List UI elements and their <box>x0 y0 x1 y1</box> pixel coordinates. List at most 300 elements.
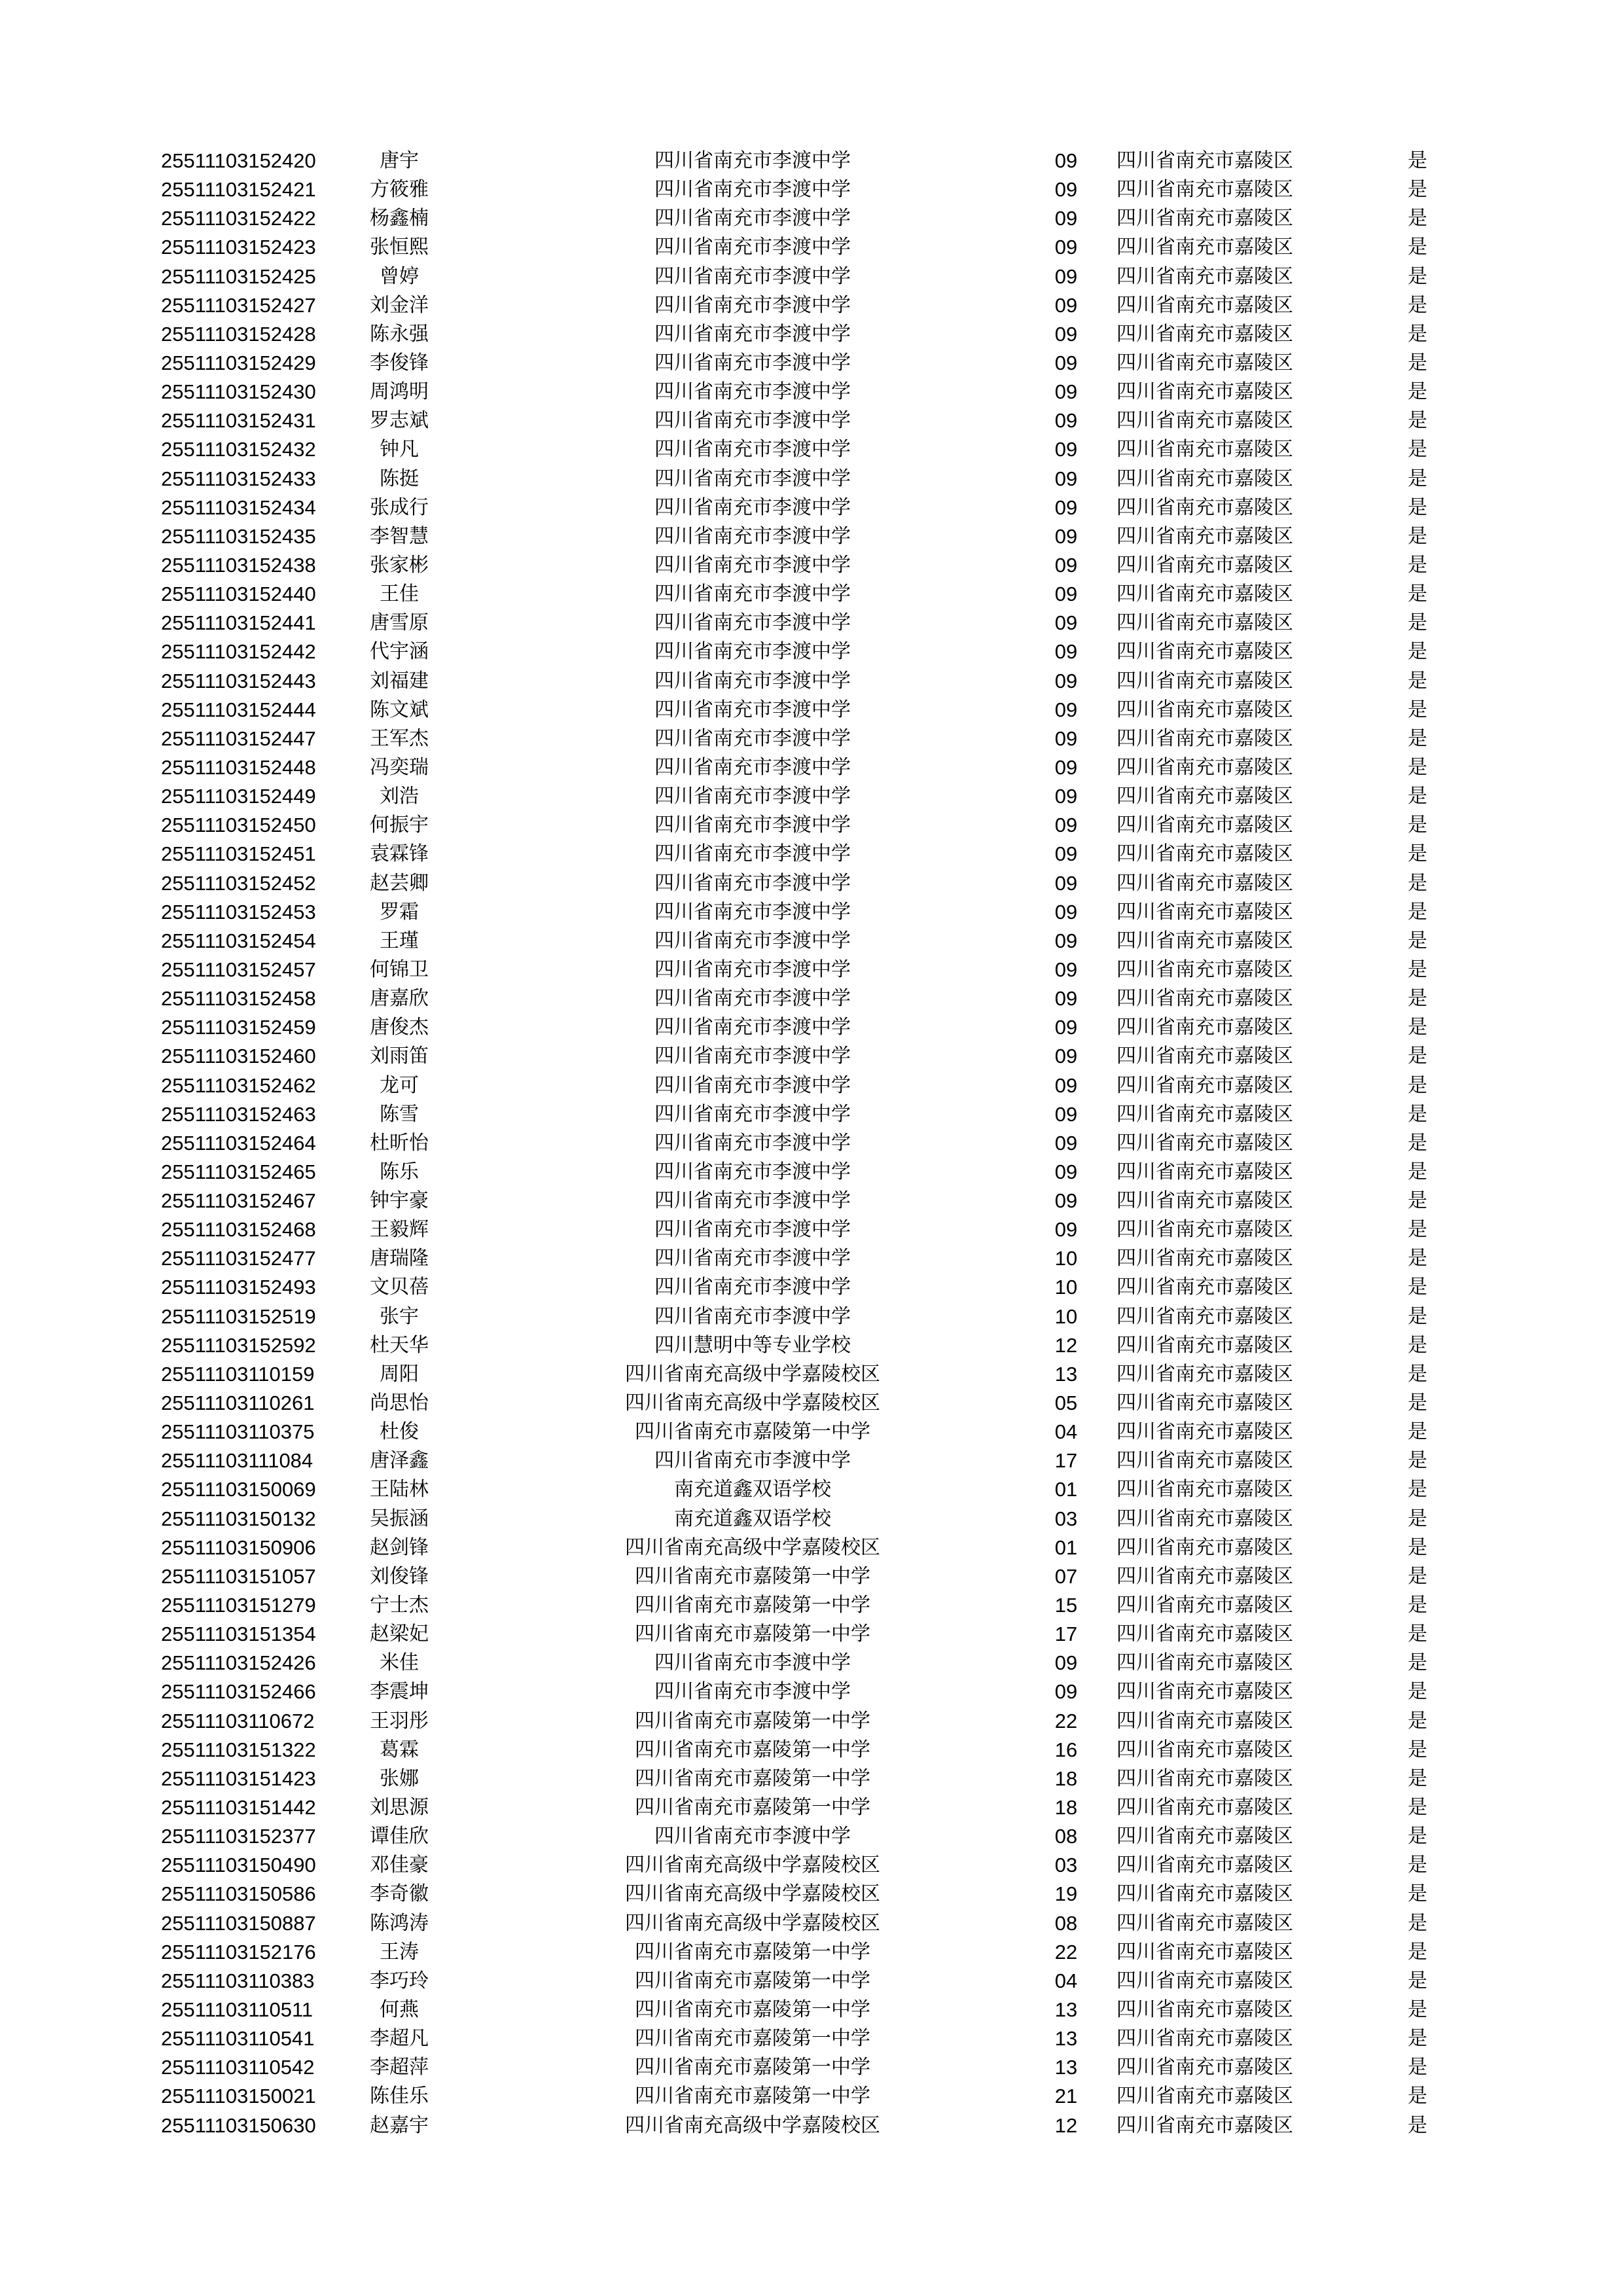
class-number: 09 <box>1054 1045 1078 1068</box>
student-id: 25511103150586 <box>161 1882 316 1906</box>
status-flag: 是 <box>1408 958 1427 981</box>
table-row <box>161 580 1444 609</box>
student-id: 25511103150021 <box>161 2085 316 2108</box>
student-name: 何燕 <box>380 1998 419 2021</box>
school-name: 四川省南充市李渡中学 <box>654 524 851 548</box>
district: 四川省南充市嘉陵区 <box>1116 264 1293 288</box>
district: 四川省南充市嘉陵区 <box>1116 1998 1293 2021</box>
status-flag: 是 <box>1408 2113 1427 2137</box>
status-flag: 是 <box>1408 1189 1427 1213</box>
table-row <box>161 1042 1444 1071</box>
table-row <box>161 1880 1444 1909</box>
district: 四川省南充市嘉陵区 <box>1116 1882 1293 1906</box>
student-name: 王毅辉 <box>370 1218 429 1242</box>
student-name: 刘俊锋 <box>370 1564 429 1588</box>
district: 四川省南充市嘉陵区 <box>1116 987 1293 1011</box>
status-flag: 是 <box>1408 1854 1427 1877</box>
school-name: 四川省南充市李渡中学 <box>654 669 851 692</box>
student-name: 罗霜 <box>380 900 419 924</box>
table-row <box>161 1331 1444 1360</box>
status-flag: 是 <box>1408 1160 1427 1183</box>
student-name: 吴振涵 <box>370 1507 429 1530</box>
school-name: 四川省南充市嘉陵第一中学 <box>635 1767 870 1790</box>
status-flag: 是 <box>1408 611 1427 635</box>
district: 四川省南充市嘉陵区 <box>1116 351 1293 374</box>
student-name: 刘福建 <box>370 669 429 692</box>
student-name: 文贝蓓 <box>370 1276 429 1299</box>
district: 四川省南充市嘉陵区 <box>1116 698 1293 721</box>
school-name: 四川省南充市李渡中学 <box>654 814 851 837</box>
student-id: 25511103151442 <box>161 1796 316 1820</box>
table-row <box>161 2082 1444 2111</box>
student-name: 钟凡 <box>380 438 419 461</box>
class-number: 09 <box>1054 1073 1078 1097</box>
student-name: 张娜 <box>380 1767 419 1790</box>
table-row <box>161 147 1444 175</box>
student-id: 25511103152430 <box>161 380 316 404</box>
table-row <box>161 1187 1444 1215</box>
school-name: 四川省南充市李渡中学 <box>654 1449 851 1473</box>
class-number: 22 <box>1054 1940 1078 1964</box>
table-row <box>161 1013 1444 1042</box>
class-number: 01 <box>1054 1535 1078 1559</box>
student-name: 王陆林 <box>370 1478 429 1501</box>
student-id: 25511103110159 <box>161 1362 315 1386</box>
student-id: 25511103152435 <box>161 524 316 548</box>
student-name: 杜俊 <box>380 1420 419 1444</box>
school-name: 四川省南充市李渡中学 <box>654 553 851 577</box>
table-row <box>161 233 1444 262</box>
district: 四川省南充市嘉陵区 <box>1116 1507 1293 1530</box>
student-name: 王军杰 <box>370 726 429 750</box>
student-name: 李超凡 <box>370 2027 429 2051</box>
student-id: 25511103152451 <box>161 842 316 866</box>
table-row <box>161 1851 1444 1880</box>
district: 四川省南充市嘉陵区 <box>1116 1738 1293 1761</box>
status-flag: 是 <box>1408 1651 1427 1675</box>
school-name: 四川省南充高级中学嘉陵校区 <box>625 1911 880 1935</box>
student-name: 冯奕瑞 <box>370 755 429 779</box>
district: 四川省南充市嘉陵区 <box>1116 1362 1293 1386</box>
status-flag: 是 <box>1408 1247 1427 1270</box>
status-flag: 是 <box>1408 1478 1427 1501</box>
district: 四川省南充市嘉陵区 <box>1116 1564 1293 1588</box>
school-name: 四川省南充高级中学嘉陵校区 <box>625 1535 880 1559</box>
student-name: 邓佳豪 <box>370 1854 429 1877</box>
student-id: 25511103152431 <box>161 409 316 433</box>
class-number: 09 <box>1054 293 1078 317</box>
school-name: 四川省南充市嘉陵第一中学 <box>635 2027 870 2051</box>
status-flag: 是 <box>1408 1940 1427 1964</box>
table-row <box>161 840 1444 869</box>
school-name: 四川省南充市李渡中学 <box>654 900 851 924</box>
student-id: 25511103152458 <box>161 987 316 1011</box>
student-id: 25511103152592 <box>161 1333 316 1357</box>
class-number: 09 <box>1054 495 1078 519</box>
status-flag: 是 <box>1408 1362 1427 1386</box>
district: 四川省南充市嘉陵区 <box>1116 553 1293 577</box>
class-number: 18 <box>1054 1767 1078 1790</box>
school-name: 四川省南充市嘉陵第一中学 <box>635 1738 870 1761</box>
class-number: 09 <box>1054 1218 1078 1242</box>
school-name: 四川慧明中等专业学校 <box>654 1333 851 1357</box>
school-name: 四川省南充市李渡中学 <box>654 698 851 721</box>
district: 四川省南充市嘉陵区 <box>1116 178 1293 202</box>
school-name: 四川省南充市李渡中学 <box>654 755 851 779</box>
table-row <box>161 898 1444 927</box>
status-flag: 是 <box>1408 1073 1427 1097</box>
school-name: 四川省南充市李渡中学 <box>654 495 851 519</box>
table-row <box>161 406 1444 435</box>
table-row <box>161 1909 1444 1938</box>
district: 四川省南充市嘉陵区 <box>1116 1796 1293 1820</box>
student-name: 陈乐 <box>380 1160 419 1183</box>
status-flag: 是 <box>1408 1131 1427 1155</box>
table-row <box>161 1677 1444 1706</box>
table-row <box>161 320 1444 349</box>
status-flag: 是 <box>1408 640 1427 664</box>
table-row <box>161 1071 1444 1100</box>
class-number: 10 <box>1054 1304 1078 1328</box>
class-number: 21 <box>1054 2085 1078 2108</box>
status-flag: 是 <box>1408 583 1427 606</box>
status-flag: 是 <box>1408 900 1427 924</box>
student-id: 25511103150490 <box>161 1854 316 1877</box>
district: 四川省南充市嘉陵区 <box>1116 236 1293 259</box>
school-name: 四川省南充市李渡中学 <box>654 1016 851 1039</box>
student-id: 25511103152519 <box>161 1304 316 1328</box>
student-name: 刘思源 <box>370 1796 429 1820</box>
class-number: 09 <box>1054 149 1078 172</box>
student-id: 25511103152462 <box>161 1073 316 1097</box>
student-table <box>161 147 1444 2140</box>
student-id: 25511103152427 <box>161 293 316 317</box>
student-id: 25511103152477 <box>161 1247 316 1270</box>
school-name: 四川省南充市嘉陵第一中学 <box>635 2056 870 2079</box>
school-name: 四川省南充市李渡中学 <box>654 1651 851 1675</box>
student-id: 25511103152442 <box>161 640 316 664</box>
class-number: 09 <box>1054 958 1078 981</box>
school-name: 四川省南充市李渡中学 <box>654 1131 851 1155</box>
district: 四川省南充市嘉陵区 <box>1116 755 1293 779</box>
class-number: 12 <box>1054 2113 1078 2137</box>
status-flag: 是 <box>1408 322 1427 346</box>
class-number: 09 <box>1054 1102 1078 1126</box>
student-name: 张家彬 <box>370 553 429 577</box>
district: 四川省南充市嘉陵区 <box>1116 1911 1293 1935</box>
table-row <box>161 522 1444 551</box>
student-id: 25511103150630 <box>161 2113 316 2137</box>
student-name: 何锦卫 <box>370 958 429 981</box>
school-name: 四川省南充高级中学嘉陵校区 <box>625 1854 880 1877</box>
table-row <box>161 1273 1444 1302</box>
table-row <box>161 1967 1444 1996</box>
table-row <box>161 1822 1444 1851</box>
student-id: 25511103150132 <box>161 1507 316 1530</box>
class-number: 07 <box>1054 1564 1078 1588</box>
student-id: 25511103110542 <box>161 2056 315 2079</box>
student-name: 罗志斌 <box>370 409 429 433</box>
table-row <box>161 1793 1444 1822</box>
class-number: 18 <box>1054 1796 1078 1820</box>
student-name: 陈佳乐 <box>370 2085 429 2108</box>
student-name: 李俊锋 <box>370 351 429 374</box>
class-number: 17 <box>1054 1623 1078 1646</box>
table-row <box>161 927 1444 956</box>
student-name: 米佳 <box>380 1651 419 1675</box>
district: 四川省南充市嘉陵区 <box>1116 2027 1293 2051</box>
student-name: 陈永强 <box>370 322 429 346</box>
status-flag: 是 <box>1408 1825 1427 1848</box>
status-flag: 是 <box>1408 1391 1427 1415</box>
school-name: 四川省南充市嘉陵第一中学 <box>635 1623 870 1646</box>
class-number: 04 <box>1054 1969 1078 1992</box>
class-number: 09 <box>1054 814 1078 837</box>
district: 四川省南充市嘉陵区 <box>1116 2113 1293 2137</box>
student-name: 李震坤 <box>370 1680 429 1704</box>
class-number: 09 <box>1054 524 1078 548</box>
district: 四川省南充市嘉陵区 <box>1116 1709 1293 1732</box>
class-number: 09 <box>1054 467 1078 490</box>
status-flag: 是 <box>1408 1276 1427 1299</box>
school-name: 四川省南充市嘉陵第一中学 <box>635 1969 870 1992</box>
status-flag: 是 <box>1408 1623 1427 1646</box>
district: 四川省南充市嘉陵区 <box>1116 1535 1293 1559</box>
table-row <box>161 1620 1444 1649</box>
district: 四川省南充市嘉陵区 <box>1116 1623 1293 1646</box>
table-row <box>161 782 1444 811</box>
class-number: 09 <box>1054 207 1078 230</box>
table-row <box>161 725 1444 753</box>
student-id: 25511103152449 <box>161 785 316 808</box>
school-name: 四川省南充市李渡中学 <box>654 583 851 606</box>
class-number: 09 <box>1054 1131 1078 1155</box>
district: 四川省南充市嘉陵区 <box>1116 1016 1293 1039</box>
status-flag: 是 <box>1408 495 1427 519</box>
class-number: 09 <box>1054 583 1078 606</box>
table-row <box>161 2053 1444 2082</box>
student-name: 尚思怡 <box>370 1391 429 1415</box>
class-number: 09 <box>1054 871 1078 895</box>
student-id: 25511103110511 <box>161 1998 313 2021</box>
district: 四川省南充市嘉陵区 <box>1116 2056 1293 2079</box>
student-id: 25511103110541 <box>161 2027 315 2051</box>
student-id: 25511103152459 <box>161 1016 316 1039</box>
student-name: 陈文斌 <box>370 698 429 721</box>
student-name: 李智慧 <box>370 524 429 548</box>
student-id: 25511103152463 <box>161 1102 316 1126</box>
student-id: 25511103152457 <box>161 958 316 981</box>
school-name: 四川省南充市李渡中学 <box>654 380 851 404</box>
class-number: 09 <box>1054 611 1078 635</box>
school-name: 四川省南充市嘉陵第一中学 <box>635 1420 870 1444</box>
student-id: 25511103152422 <box>161 207 316 230</box>
district: 四川省南充市嘉陵区 <box>1116 785 1293 808</box>
class-number: 09 <box>1054 178 1078 202</box>
student-id: 25511103152466 <box>161 1680 316 1704</box>
status-flag: 是 <box>1408 1796 1427 1820</box>
table-row <box>161 1389 1444 1418</box>
status-flag: 是 <box>1408 2027 1427 2051</box>
school-name: 四川省南充市嘉陵第一中学 <box>635 1940 870 1964</box>
student-id: 25511103152443 <box>161 669 316 692</box>
class-number: 13 <box>1054 1998 1078 2021</box>
class-number: 09 <box>1054 726 1078 750</box>
student-name: 张恒熙 <box>370 236 429 259</box>
district: 四川省南充市嘉陵区 <box>1116 1131 1293 1155</box>
status-flag: 是 <box>1408 2056 1427 2079</box>
student-id: 25511103152468 <box>161 1218 316 1242</box>
student-name: 赵芸卿 <box>370 871 429 895</box>
student-id: 25511103152432 <box>161 438 316 461</box>
table-row <box>161 204 1444 233</box>
student-id: 25511103150887 <box>161 1911 316 1935</box>
class-number: 13 <box>1054 2027 1078 2051</box>
student-id: 25511103151057 <box>161 1564 316 1588</box>
school-name: 四川省南充高级中学嘉陵校区 <box>625 1362 880 1386</box>
school-name: 四川省南充市李渡中学 <box>654 207 851 230</box>
student-id: 25511103110375 <box>161 1420 315 1444</box>
status-flag: 是 <box>1408 755 1427 779</box>
class-number: 08 <box>1054 1911 1078 1935</box>
status-flag: 是 <box>1408 264 1427 288</box>
table-row <box>161 1158 1444 1187</box>
student-id: 25511103152444 <box>161 698 316 721</box>
status-flag: 是 <box>1408 1218 1427 1242</box>
class-number: 09 <box>1054 640 1078 664</box>
school-name: 四川省南充市李渡中学 <box>654 1247 851 1270</box>
class-number: 09 <box>1054 438 1078 461</box>
district: 四川省南充市嘉陵区 <box>1116 1969 1293 1992</box>
class-number: 09 <box>1054 669 1078 692</box>
student-id: 25511103152452 <box>161 871 316 895</box>
district: 四川省南充市嘉陵区 <box>1116 1594 1293 1617</box>
school-name: 四川省南充市李渡中学 <box>654 785 851 808</box>
status-flag: 是 <box>1408 1102 1427 1126</box>
table-row <box>161 175 1444 204</box>
student-name: 杨鑫楠 <box>370 207 429 230</box>
class-number: 09 <box>1054 236 1078 259</box>
table-row <box>161 984 1444 1013</box>
status-flag: 是 <box>1408 842 1427 866</box>
student-id: 25511103152377 <box>161 1825 316 1848</box>
student-id: 25511103152454 <box>161 929 316 952</box>
district: 四川省南充市嘉陵区 <box>1116 1304 1293 1328</box>
status-flag: 是 <box>1408 1969 1427 1992</box>
status-flag: 是 <box>1408 207 1427 230</box>
status-flag: 是 <box>1408 2085 1427 2108</box>
table-row <box>161 1244 1444 1273</box>
student-id: 25511103152433 <box>161 467 316 490</box>
district: 四川省南充市嘉陵区 <box>1116 1333 1293 1357</box>
district: 四川省南充市嘉陵区 <box>1116 929 1293 952</box>
table-row <box>161 1707 1444 1736</box>
status-flag: 是 <box>1408 1882 1427 1906</box>
district: 四川省南充市嘉陵区 <box>1116 1160 1293 1183</box>
student-id: 25511103152441 <box>161 611 316 635</box>
school-name: 四川省南充市李渡中学 <box>654 1276 851 1299</box>
school-name: 四川省南充市李渡中学 <box>654 1218 851 1242</box>
district: 四川省南充市嘉陵区 <box>1116 669 1293 692</box>
school-name: 四川省南充市李渡中学 <box>654 640 851 664</box>
district: 四川省南充市嘉陵区 <box>1116 814 1293 837</box>
class-number: 09 <box>1054 1160 1078 1183</box>
school-name: 四川省南充市李渡中学 <box>654 149 851 172</box>
school-name: 四川省南充市李渡中学 <box>654 1073 851 1097</box>
status-flag: 是 <box>1408 871 1427 895</box>
student-name: 宁士杰 <box>370 1594 429 1617</box>
table-row <box>161 2024 1444 2053</box>
district: 四川省南充市嘉陵区 <box>1116 1189 1293 1213</box>
class-number: 09 <box>1054 322 1078 346</box>
class-number: 09 <box>1054 1680 1078 1704</box>
district: 四川省南充市嘉陵区 <box>1116 207 1293 230</box>
status-flag: 是 <box>1408 726 1427 750</box>
district: 四川省南充市嘉陵区 <box>1116 1045 1293 1068</box>
student-name: 代宇涵 <box>370 640 429 664</box>
status-flag: 是 <box>1408 1304 1427 1328</box>
status-flag: 是 <box>1408 524 1427 548</box>
class-number: 09 <box>1054 929 1078 952</box>
student-name: 袁霖锋 <box>370 842 429 866</box>
table-row <box>161 1302 1444 1331</box>
student-id: 25511103152176 <box>161 1940 316 1964</box>
table-row <box>161 1649 1444 1677</box>
student-name: 陈雪 <box>380 1102 419 1126</box>
status-flag: 是 <box>1408 785 1427 808</box>
student-name: 刘金洋 <box>370 293 429 317</box>
student-name: 杜天华 <box>370 1333 429 1357</box>
class-number: 22 <box>1054 1709 1078 1732</box>
student-id: 25511103152423 <box>161 236 316 259</box>
student-id: 25511103152440 <box>161 583 316 606</box>
student-name: 方筱雅 <box>370 178 429 202</box>
school-name: 四川省南充市李渡中学 <box>654 322 851 346</box>
school-name: 四川省南充市李渡中学 <box>654 1160 851 1183</box>
school-name: 四川省南充市李渡中学 <box>654 871 851 895</box>
student-id: 25511103152420 <box>161 149 316 172</box>
school-name: 四川省南充市李渡中学 <box>654 1304 851 1328</box>
table-row <box>161 262 1444 291</box>
student-name: 刘雨笛 <box>370 1045 429 1068</box>
student-name: 唐嘉欣 <box>370 987 429 1011</box>
student-name: 李奇徽 <box>370 1882 429 1906</box>
student-name: 张宇 <box>380 1304 419 1328</box>
district: 四川省南充市嘉陵区 <box>1116 467 1293 490</box>
class-number: 05 <box>1054 1391 1078 1415</box>
class-number: 09 <box>1054 842 1078 866</box>
class-number: 16 <box>1054 1738 1078 1761</box>
school-name: 四川省南充高级中学嘉陵校区 <box>625 2113 880 2137</box>
school-name: 四川省南充市李渡中学 <box>654 958 851 981</box>
district: 四川省南充市嘉陵区 <box>1116 1825 1293 1848</box>
student-name: 李超萍 <box>370 2056 429 2079</box>
class-number: 03 <box>1054 1507 1078 1530</box>
table-row <box>161 1736 1444 1765</box>
school-name: 四川省南充市嘉陵第一中学 <box>635 1998 870 2021</box>
class-number: 09 <box>1054 1016 1078 1039</box>
school-name: 四川省南充市李渡中学 <box>654 1045 851 1068</box>
school-name: 四川省南充市嘉陵第一中学 <box>635 1796 870 1820</box>
district: 四川省南充市嘉陵区 <box>1116 1073 1293 1097</box>
district: 四川省南充市嘉陵区 <box>1116 524 1293 548</box>
student-name: 唐雪原 <box>370 611 429 635</box>
school-name: 四川省南充市嘉陵第一中学 <box>635 1709 870 1732</box>
table-row <box>161 435 1444 464</box>
table-row <box>161 1534 1444 1562</box>
table-row <box>161 811 1444 840</box>
status-flag: 是 <box>1408 1420 1427 1444</box>
